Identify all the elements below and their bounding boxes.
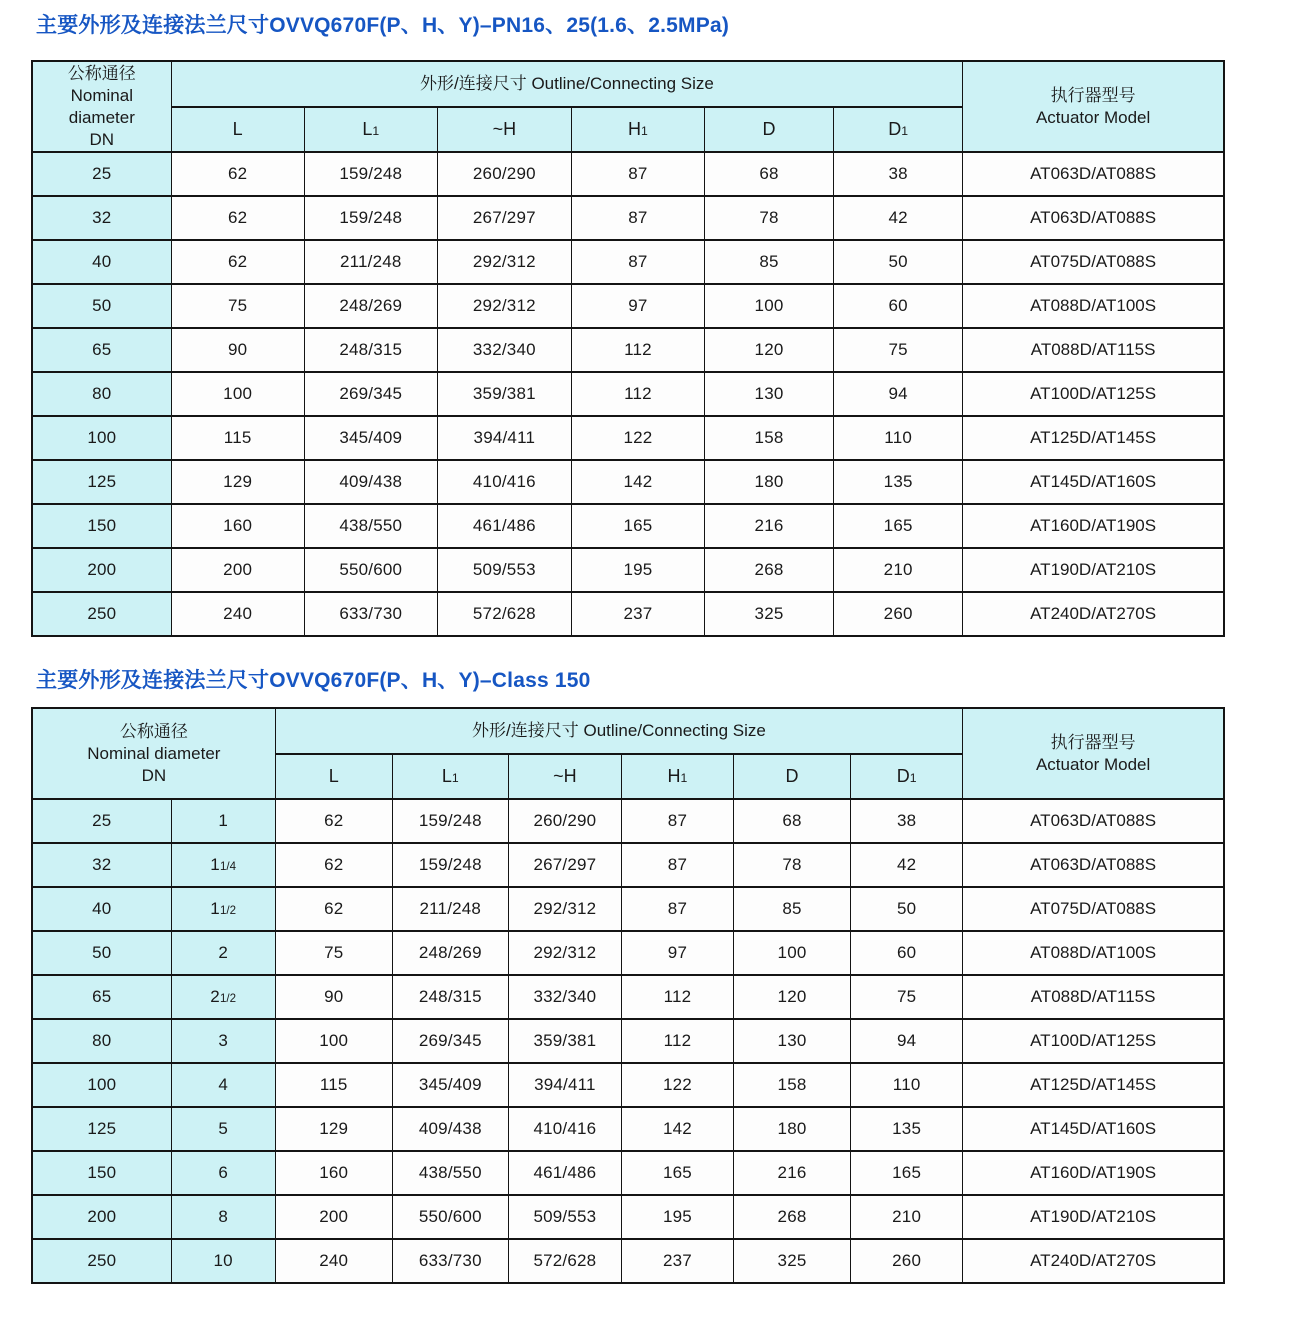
dimension-cell: 394/411 <box>508 1063 621 1107</box>
header-group-row <box>32 708 1224 754</box>
dn-cell: 150 <box>32 1151 171 1195</box>
value-main: L <box>232 119 243 140</box>
dimension-cell: 135 <box>834 460 963 504</box>
dn-cell: 32 <box>32 843 171 887</box>
value-main: 2 <box>210 987 220 1007</box>
table-row <box>32 887 1224 931</box>
inch-size-cell <box>171 843 275 887</box>
actuator-model-cell: AT145D/AT160S <box>963 1107 1224 1151</box>
dimension-cell: 87 <box>571 196 704 240</box>
dimension-cell: 115 <box>275 1063 392 1107</box>
dimension-cell: 142 <box>621 1107 733 1151</box>
dn-cell: 25 <box>32 152 171 196</box>
table-header <box>32 61 1224 152</box>
column-header-h <box>508 754 621 799</box>
dn-cell: 80 <box>32 372 171 416</box>
actuator-model-cell: AT063D/AT088S <box>963 843 1224 887</box>
value-subscript: 1 <box>641 124 648 139</box>
dimension-cell: 268 <box>704 548 833 592</box>
actuator-model-cell: AT088D/AT100S <box>963 931 1224 975</box>
actuator-model-cell: AT088D/AT115S <box>963 328 1224 372</box>
dimension-cell: 248/315 <box>392 975 508 1019</box>
dn-cell: 125 <box>32 1107 171 1151</box>
dn-cell: 65 <box>32 328 171 372</box>
dn-cell: 40 <box>32 240 171 284</box>
dimension-cell: 237 <box>621 1239 733 1283</box>
dimension-cell: 165 <box>851 1151 963 1195</box>
dimension-cell: 345/409 <box>392 1063 508 1107</box>
dimension-cell: 237 <box>571 592 704 636</box>
dimension-cell: 94 <box>851 1019 963 1063</box>
dimension-cell: 248/269 <box>392 931 508 975</box>
value-subscript: 1 <box>909 771 917 786</box>
inch-size-cell <box>171 1151 275 1195</box>
value-main: L <box>328 766 339 787</box>
table-row <box>32 460 1224 504</box>
header-line: 公称通径 <box>119 721 188 741</box>
header-line: Actuator Model <box>1035 107 1151 127</box>
dimension-cell: 211/248 <box>304 240 437 284</box>
value-main: D <box>762 119 776 140</box>
dimension-cell: 42 <box>834 196 963 240</box>
dimension-cell: 160 <box>171 504 304 548</box>
dimension-cell: 260 <box>851 1239 963 1283</box>
dimension-cell: 216 <box>704 504 833 548</box>
dimension-cell: 90 <box>275 975 392 1019</box>
table-row <box>32 799 1224 843</box>
dimension-cell: 75 <box>834 328 963 372</box>
dimension-cell: 359/381 <box>437 372 571 416</box>
value-subscript: 1 <box>680 771 688 786</box>
dimension-cell: 62 <box>171 152 304 196</box>
dimension-cell: 160 <box>275 1151 392 1195</box>
value-main: 2 <box>218 943 228 963</box>
dimension-cell: 409/438 <box>304 460 437 504</box>
dimension-cell: 292/312 <box>437 284 571 328</box>
table-row <box>32 1107 1224 1151</box>
dimension-cell: 216 <box>734 1151 851 1195</box>
dimension-cell: 62 <box>171 196 304 240</box>
dimension-cell: 100 <box>704 284 833 328</box>
dimension-cell: 159/248 <box>392 799 508 843</box>
inch-size-cell <box>171 799 275 843</box>
table-row <box>32 975 1224 1019</box>
dimension-cell: 62 <box>171 240 304 284</box>
column-header-l <box>275 754 392 799</box>
dimension-cell: 100 <box>275 1019 392 1063</box>
dimension-cell: 180 <box>734 1107 851 1151</box>
table-row <box>32 284 1224 328</box>
dimension-cell: 332/340 <box>437 328 571 372</box>
dimension-cell: 410/416 <box>437 460 571 504</box>
value-main: D <box>785 766 799 787</box>
table-row <box>32 152 1224 196</box>
header-line: Actuator Model <box>1035 754 1151 774</box>
dimension-cell: 129 <box>275 1107 392 1151</box>
column-header-h1 <box>621 754 733 799</box>
dimension-cell: 159/248 <box>392 843 508 887</box>
column-header-d <box>734 754 851 799</box>
dn-cell: 100 <box>32 1063 171 1107</box>
table-row <box>32 931 1224 975</box>
dimension-cell: 292/312 <box>437 240 571 284</box>
dimension-cell: 100 <box>734 931 851 975</box>
value-subscript: 1 <box>901 124 909 139</box>
dn-cell: 40 <box>32 887 171 931</box>
dimension-cell: 572/628 <box>508 1239 621 1283</box>
dn-cell: 200 <box>32 548 171 592</box>
column-header-d1 <box>834 107 963 152</box>
dimension-cell: 112 <box>621 1019 733 1063</box>
actuator-model-cell: AT160D/AT190S <box>963 1151 1224 1195</box>
dimension-cell: 75 <box>171 284 304 328</box>
dimension-cell: 130 <box>734 1019 851 1063</box>
table-row <box>32 504 1224 548</box>
dimension-cell: 78 <box>704 196 833 240</box>
dimension-cell: 359/381 <box>508 1019 621 1063</box>
dimension-cell: 572/628 <box>437 592 571 636</box>
dimension-cell: 62 <box>275 887 392 931</box>
dimension-cell: 158 <box>704 416 833 460</box>
table-row <box>32 1019 1224 1063</box>
value-main: 3 <box>218 1031 228 1051</box>
dimension-cell: 438/550 <box>392 1151 508 1195</box>
actuator-model-header <box>963 708 1224 799</box>
value-subscript: 1 <box>451 771 459 786</box>
dimension-cell: 260/290 <box>508 799 621 843</box>
dimension-cell: 325 <box>704 592 833 636</box>
dimension-cell: 50 <box>834 240 963 284</box>
dimension-cell: 200 <box>275 1195 392 1239</box>
table-row <box>32 372 1224 416</box>
dimension-cell: 269/345 <box>304 372 437 416</box>
dimension-cell: 292/312 <box>508 931 621 975</box>
actuator-model-cell: AT100D/AT125S <box>963 1019 1224 1063</box>
dimension-cell: 142 <box>571 460 704 504</box>
table-header <box>32 708 1224 799</box>
dimension-cell: 210 <box>851 1195 963 1239</box>
dimension-cell: 159/248 <box>304 196 437 240</box>
dimension-cell: 130 <box>704 372 833 416</box>
dimension-cell: 129 <box>171 460 304 504</box>
column-header-h <box>437 107 571 152</box>
dimension-cell: 87 <box>571 152 704 196</box>
actuator-model-cell: AT063D/AT088S <box>963 196 1224 240</box>
dimension-cell: 62 <box>275 799 392 843</box>
dimension-cell: 461/486 <box>437 504 571 548</box>
actuator-model-cell: AT075D/AT088S <box>963 887 1224 931</box>
value-main: 8 <box>218 1207 228 1227</box>
header-line: 执行器型号 <box>1050 85 1136 105</box>
header-line: Nominal <box>70 85 133 105</box>
dimension-cell: 68 <box>734 799 851 843</box>
value-main: 1 <box>210 899 220 919</box>
dimension-cell: 122 <box>571 416 704 460</box>
nominal-diameter-header <box>32 708 275 799</box>
dimension-cell: 345/409 <box>304 416 437 460</box>
actuator-model-cell: AT063D/AT088S <box>963 799 1224 843</box>
dn-cell: 250 <box>32 1239 171 1283</box>
dimension-cell: 75 <box>851 975 963 1019</box>
actuator-model-cell: AT190D/AT210S <box>963 548 1224 592</box>
dimension-cell: 78 <box>734 843 851 887</box>
dn-cell: 25 <box>32 799 171 843</box>
header-line: 公称通径 <box>67 63 136 83</box>
table-row <box>32 1063 1224 1107</box>
dn-cell: 125 <box>32 460 171 504</box>
actuator-model-cell: AT125D/AT145S <box>963 1063 1224 1107</box>
table-body <box>32 152 1224 636</box>
dimension-cell: 120 <box>734 975 851 1019</box>
table-row <box>32 843 1224 887</box>
dn-cell: 200 <box>32 1195 171 1239</box>
dimension-cell: 260/290 <box>437 152 571 196</box>
nominal-diameter-header <box>32 61 171 152</box>
dimension-table-class150 <box>31 707 1225 1284</box>
dimension-cell: 110 <box>851 1063 963 1107</box>
actuator-model-cell: AT240D/AT270S <box>963 1239 1224 1283</box>
dimension-cell: 509/553 <box>508 1195 621 1239</box>
table-row <box>32 1195 1224 1239</box>
dimension-cell: 332/340 <box>508 975 621 1019</box>
dimension-cell: 120 <box>704 328 833 372</box>
dimension-cell: 325 <box>734 1239 851 1283</box>
dimension-cell: 260 <box>834 592 963 636</box>
column-header-d1 <box>851 754 963 799</box>
dimension-cell: 268 <box>734 1195 851 1239</box>
value-main: L <box>362 119 373 140</box>
class150-table-title: 主要外形及连接法兰尺寸OVVQ670F(P、H、Y)–Class 150 <box>36 669 591 692</box>
dimension-cell: 267/297 <box>508 843 621 887</box>
table-row <box>32 548 1224 592</box>
dimension-cell: 248/315 <box>304 328 437 372</box>
dimension-cell: 211/248 <box>392 887 508 931</box>
inch-size-cell <box>171 975 275 1019</box>
value-main: ~H <box>492 119 517 140</box>
value-main: 4 <box>218 1075 228 1095</box>
dimension-cell: 68 <box>704 152 833 196</box>
dimension-cell: 87 <box>571 240 704 284</box>
table-row <box>32 328 1224 372</box>
dimension-cell: 110 <box>834 416 963 460</box>
value-subscript: 1/2 <box>219 993 236 1006</box>
dimension-cell: 85 <box>704 240 833 284</box>
dimension-cell: 195 <box>571 548 704 592</box>
value-main: 6 <box>218 1163 228 1183</box>
dimension-cell: 85 <box>734 887 851 931</box>
value-main: D <box>896 766 910 787</box>
actuator-model-cell: AT145D/AT160S <box>963 460 1224 504</box>
dimension-cell: 87 <box>621 843 733 887</box>
value-subscript: 1 <box>372 124 380 139</box>
dn-cell: 50 <box>32 931 171 975</box>
actuator-model-header <box>963 61 1224 152</box>
value-main: 1 <box>218 811 228 831</box>
value-subscript: 1/4 <box>219 861 236 874</box>
dn-cell: 150 <box>32 504 171 548</box>
dimension-cell: 165 <box>571 504 704 548</box>
dimension-cell: 115 <box>171 416 304 460</box>
dimension-cell: 165 <box>834 504 963 548</box>
dimension-cell: 135 <box>851 1107 963 1151</box>
actuator-model-cell: AT160D/AT190S <box>963 504 1224 548</box>
dimension-cell: 550/600 <box>304 548 437 592</box>
value-main: ~H <box>553 766 577 787</box>
dimension-cell: 60 <box>834 284 963 328</box>
dimension-cell: 97 <box>571 284 704 328</box>
dimension-cell: 42 <box>851 843 963 887</box>
dimension-cell: 87 <box>621 799 733 843</box>
dimension-cell: 248/269 <box>304 284 437 328</box>
table-row <box>32 196 1224 240</box>
dimension-cell: 409/438 <box>392 1107 508 1151</box>
header-line: DN <box>141 765 167 785</box>
dimension-cell: 633/730 <box>392 1239 508 1283</box>
outline-size-group-header: 外形/连接尺寸 Outline/Connecting Size <box>275 708 963 754</box>
outline-size-group-header: 外形/连接尺寸 Outline/Connecting Size <box>171 61 963 107</box>
dimension-cell: 292/312 <box>508 887 621 931</box>
value-main: H <box>628 119 642 140</box>
dimension-cell: 60 <box>851 931 963 975</box>
dimension-cell: 87 <box>621 887 733 931</box>
inch-size-cell <box>171 887 275 931</box>
table-row <box>32 1151 1224 1195</box>
dimension-cell: 112 <box>621 975 733 1019</box>
value-main: H <box>667 766 681 787</box>
pn16-table-title: 主要外形及连接法兰尺寸OVVQ670F(P、H、Y)–PN16、25(1.6、2.5MPa) <box>36 14 730 37</box>
dimension-cell: 112 <box>571 372 704 416</box>
inch-size-cell <box>171 1019 275 1063</box>
actuator-model-cell: AT088D/AT100S <box>963 284 1224 328</box>
dimension-cell: 269/345 <box>392 1019 508 1063</box>
value-main: 5 <box>218 1119 228 1139</box>
inch-size-cell <box>171 1063 275 1107</box>
dn-cell: 32 <box>32 196 171 240</box>
dimension-cell: 90 <box>171 328 304 372</box>
header-line: Nominal diameter <box>87 743 221 763</box>
column-header-l1 <box>392 754 508 799</box>
table-row <box>32 240 1224 284</box>
dimension-cell: 210 <box>834 548 963 592</box>
dimension-cell: 165 <box>621 1151 733 1195</box>
dimension-cell: 633/730 <box>304 592 437 636</box>
dimension-cell: 240 <box>171 592 304 636</box>
table-row <box>32 1239 1224 1283</box>
dimension-cell: 62 <box>275 843 392 887</box>
dn-cell: 65 <box>32 975 171 1019</box>
column-header-d <box>704 107 833 152</box>
actuator-model-cell: AT100D/AT125S <box>963 372 1224 416</box>
dimension-cell: 394/411 <box>437 416 571 460</box>
actuator-model-cell: AT075D/AT088S <box>963 240 1224 284</box>
header-line: diameter <box>68 107 135 127</box>
header-line: 执行器型号 <box>1050 732 1136 752</box>
dn-cell: 80 <box>32 1019 171 1063</box>
dimension-cell: 38 <box>851 799 963 843</box>
value-subscript: 1/2 <box>219 905 236 918</box>
pn16-table-container <box>31 60 1300 637</box>
dimension-cell: 112 <box>571 328 704 372</box>
dimension-cell: 410/416 <box>508 1107 621 1151</box>
dimension-cell: 75 <box>275 931 392 975</box>
value-main: 10 <box>213 1251 233 1271</box>
value-main: L <box>441 766 452 787</box>
inch-size-cell <box>171 1239 275 1283</box>
actuator-model-cell: AT240D/AT270S <box>963 592 1224 636</box>
actuator-model-cell: AT063D/AT088S <box>963 152 1224 196</box>
table-row <box>32 416 1224 460</box>
dimension-cell: 438/550 <box>304 504 437 548</box>
dimension-cell: 100 <box>171 372 304 416</box>
dimension-cell: 550/600 <box>392 1195 508 1239</box>
table-body <box>32 799 1224 1283</box>
dimension-cell: 38 <box>834 152 963 196</box>
actuator-model-cell: AT125D/AT145S <box>963 416 1224 460</box>
dimension-cell: 195 <box>621 1195 733 1239</box>
dn-cell: 250 <box>32 592 171 636</box>
table-row <box>32 592 1224 636</box>
actuator-model-cell: AT190D/AT210S <box>963 1195 1224 1239</box>
inch-size-cell <box>171 1107 275 1151</box>
dn-cell: 100 <box>32 416 171 460</box>
dimension-cell: 267/297 <box>437 196 571 240</box>
dimension-cell: 158 <box>734 1063 851 1107</box>
inch-size-cell <box>171 931 275 975</box>
dimension-cell: 509/553 <box>437 548 571 592</box>
header-group-row <box>32 61 1224 107</box>
dimension-cell: 240 <box>275 1239 392 1283</box>
dimension-cell: 122 <box>621 1063 733 1107</box>
dimension-cell: 200 <box>171 548 304 592</box>
inch-size-cell <box>171 1195 275 1239</box>
dimension-cell: 97 <box>621 931 733 975</box>
actuator-model-cell: AT088D/AT115S <box>963 975 1224 1019</box>
column-header-l <box>171 107 304 152</box>
header-line: DN <box>89 129 115 149</box>
column-header-h1 <box>571 107 704 152</box>
column-header-l1 <box>304 107 437 152</box>
dimension-cell: 180 <box>704 460 833 504</box>
dimension-cell: 94 <box>834 372 963 416</box>
dimension-cell: 461/486 <box>508 1151 621 1195</box>
dimension-cell: 50 <box>851 887 963 931</box>
value-main: D <box>888 119 902 140</box>
dn-cell: 50 <box>32 284 171 328</box>
dimension-cell: 159/248 <box>304 152 437 196</box>
class150-table-container <box>31 707 1300 1284</box>
value-main: 1 <box>210 855 220 875</box>
dimension-table-pn16 <box>31 60 1225 637</box>
